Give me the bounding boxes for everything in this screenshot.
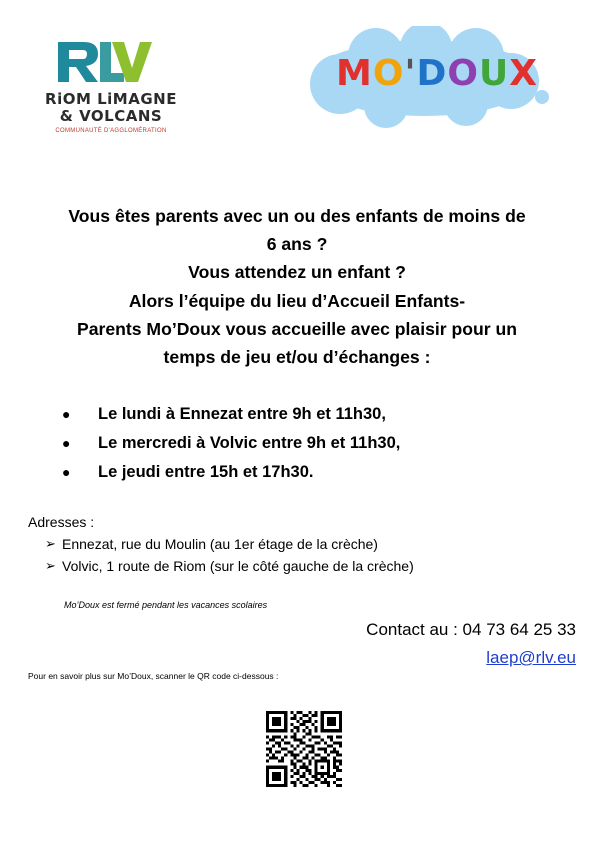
addresses-list: [45, 533, 414, 577]
intro-line: Alors l’équipe du lieu d’Accueil Enfants-: [128, 290, 466, 311]
modoux-letter: M: [336, 53, 373, 94]
schedule-item: [60, 400, 540, 429]
modoux-letter: D: [416, 53, 448, 94]
bullet-icon: ●: [62, 406, 71, 422]
modoux-logo: [296, 26, 552, 128]
intro-text: [24, 202, 570, 371]
schedule-list: [60, 400, 540, 487]
bullet-icon: ●: [62, 464, 71, 480]
modoux-letter: O: [372, 53, 405, 94]
modoux-wordmark: [336, 48, 538, 100]
addresses-label: Adresses :: [28, 514, 95, 530]
address-text: Volvic, 1 route de Riom (sur le côté gauche de la crèche): [62, 558, 414, 574]
address-item: [45, 533, 414, 555]
modoux-letter: U: [478, 53, 510, 94]
qr-code[interactable]: [266, 711, 342, 787]
modoux-letter: O: [447, 53, 479, 94]
email-link[interactable]: laep@rlv.eu: [486, 648, 576, 667]
schedule-item-text: Le jeudi entre 15h et 17h30.: [98, 463, 314, 481]
arrow-bullet-icon: ➢: [45, 536, 56, 551]
intro-line: 6 ans ?: [266, 234, 328, 255]
intro-line: Vous êtes parents avec un ou des enfants de moins de: [68, 206, 526, 226]
closed-note: Mo’Doux est fermé pendant les vacances scolaires: [64, 600, 268, 610]
address-text: Ennezat, rue du Moulin (au 1er étage de la crèche): [62, 536, 378, 552]
rlv-tagline: COMMUNAUTÉ D'AGGLOMÉRATION: [55, 128, 167, 134]
schedule-item-text: Le lundi à Ennezat entre 9h et 11h30,: [98, 405, 386, 423]
rlv-logo: [36, 38, 186, 143]
arrow-bullet-icon: ➢: [45, 558, 56, 573]
modoux-letter: ': [404, 53, 417, 94]
rlv-name-line2: & VOLCANS: [59, 107, 163, 125]
rlv-name-line1: RiOM LiMAGNE: [45, 90, 177, 108]
intro-line: Vous attendez un enfant ?: [188, 262, 406, 283]
contact-phone: Contact au : 04 73 64 25 33: [366, 620, 576, 639]
rlv-letters-mark: [54, 38, 154, 86]
address-item: [45, 555, 414, 577]
modoux-letter: X: [509, 53, 538, 94]
bullet-icon: ●: [62, 435, 71, 451]
qr-note: Pour en savoir plus sur Mo’Doux, scanner le QR code ci-dessous :: [28, 671, 279, 681]
schedule-item: [60, 458, 540, 487]
schedule-item: [60, 429, 540, 458]
schedule-item-text: Le mercredi à Volvic entre 9h et 11h30,: [98, 434, 401, 452]
intro-line: Parents Mo’Doux vous accueille avec plaisir pour un: [77, 318, 517, 339]
intro-line: temps de jeu et/ou d’échanges :: [163, 347, 431, 368]
